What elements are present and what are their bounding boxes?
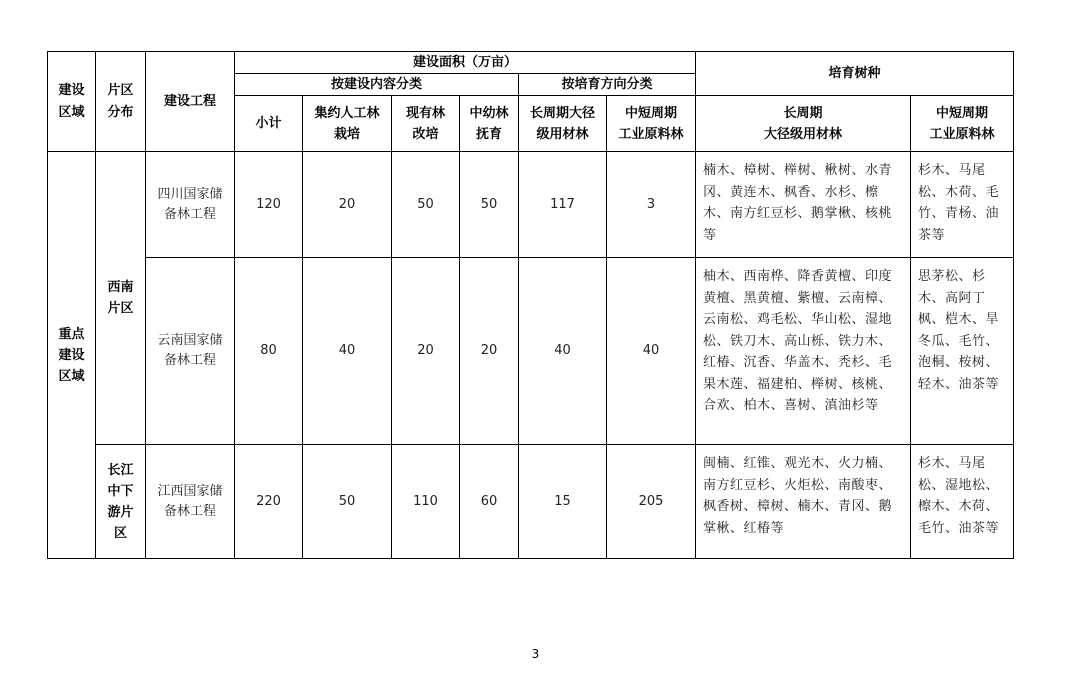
project-name: 四川国家储 备林工程 [146,152,235,258]
project-name: 江西国家储 备林工程 [146,445,235,559]
intensive-value: 40 [303,258,392,445]
area-label-yangtze: 长江 中下 游片 区 [96,445,146,559]
header-build-area: 建设面积（万亩） [235,52,696,74]
long-cycle-value: 40 [519,258,607,445]
species-short-text: 杉木、马尾松、木荷、毛竹、青杨、油茶等 [911,152,1014,258]
header-area: 片区 分布 [96,52,146,152]
existing-value: 50 [392,152,460,258]
existing-value: 110 [392,445,460,559]
table-row [48,445,1014,559]
subtotal-value: 80 [235,258,303,445]
page-number: 3 [531,647,540,661]
short-cycle-value: 3 [607,152,696,258]
header-species-short: 中短周期 工业原料林 [911,96,1014,152]
header-short-cycle: 中短周期 工业原料林 [607,96,696,152]
table-row [48,258,1014,445]
header-intensive: 集约人工林 栽培 [303,96,392,152]
reserve-forest-table [47,51,1014,559]
region-label: 重点 建设 区域 [48,152,96,559]
intensive-value: 50 [303,445,392,559]
header-existing: 现有林 改培 [392,96,460,152]
subtotal-value: 120 [235,152,303,258]
young-value: 50 [460,152,519,258]
header-by-content: 按建设内容分类 [235,74,519,96]
area-label-southwest: 西南 片区 [96,152,146,445]
young-value: 60 [460,445,519,559]
species-long-text: 楠木、樟树、榉树、楸树、水青冈、黄连木、枫香、水杉、檫木、南方红豆杉、鹅掌楸、核桃等 [696,152,911,258]
subtotal-value: 220 [235,445,303,559]
long-cycle-value: 117 [519,152,607,258]
header-species: 培育树种 [696,52,1014,96]
short-cycle-value: 205 [607,445,696,559]
species-long-text: 柚木、西南桦、降香黄檀、印度黄檀、黑黄檀、紫檀、云南樟、云南松、鸡毛松、华山松、湿地松、铁刀木、高山栎、铁力木、红椿、沉香、华盖木、秃杉、毛果木莲、福建柏、榉树、核桃、合欢、柏木、喜树、滇油杉等 [696,258,911,445]
intensive-value: 20 [303,152,392,258]
header-subtotal: 小计 [235,96,303,152]
header-young: 中幼林 抚育 [460,96,519,152]
header-region: 建设 区域 [48,52,96,152]
young-value: 20 [460,258,519,445]
table-row [48,152,1014,258]
project-name: 云南国家储 备林工程 [146,258,235,445]
long-cycle-value: 15 [519,445,607,559]
header-species-long: 长周期 大径级用材林 [696,96,911,152]
header-project: 建设工程 [146,52,235,152]
existing-value: 20 [392,258,460,445]
header-by-direction: 按培育方向分类 [519,74,696,96]
header-long-cycle: 长周期大径 级用材林 [519,96,607,152]
short-cycle-value: 40 [607,258,696,445]
species-short-text: 杉木、马尾松、湿地松、檫木、木荷、毛竹、油茶等 [911,445,1014,559]
species-short-text: 思茅松、杉木、高阿丁枫、桤木、旱冬瓜、毛竹、泡桐、桉树、轻木、油茶等 [911,258,1014,445]
species-long-text: 闽楠、红锥、观光木、火力楠、南方红豆杉、火炬松、南酸枣、枫香树、樟树、楠木、青冈、鹅掌楸、红椿等 [696,445,911,559]
